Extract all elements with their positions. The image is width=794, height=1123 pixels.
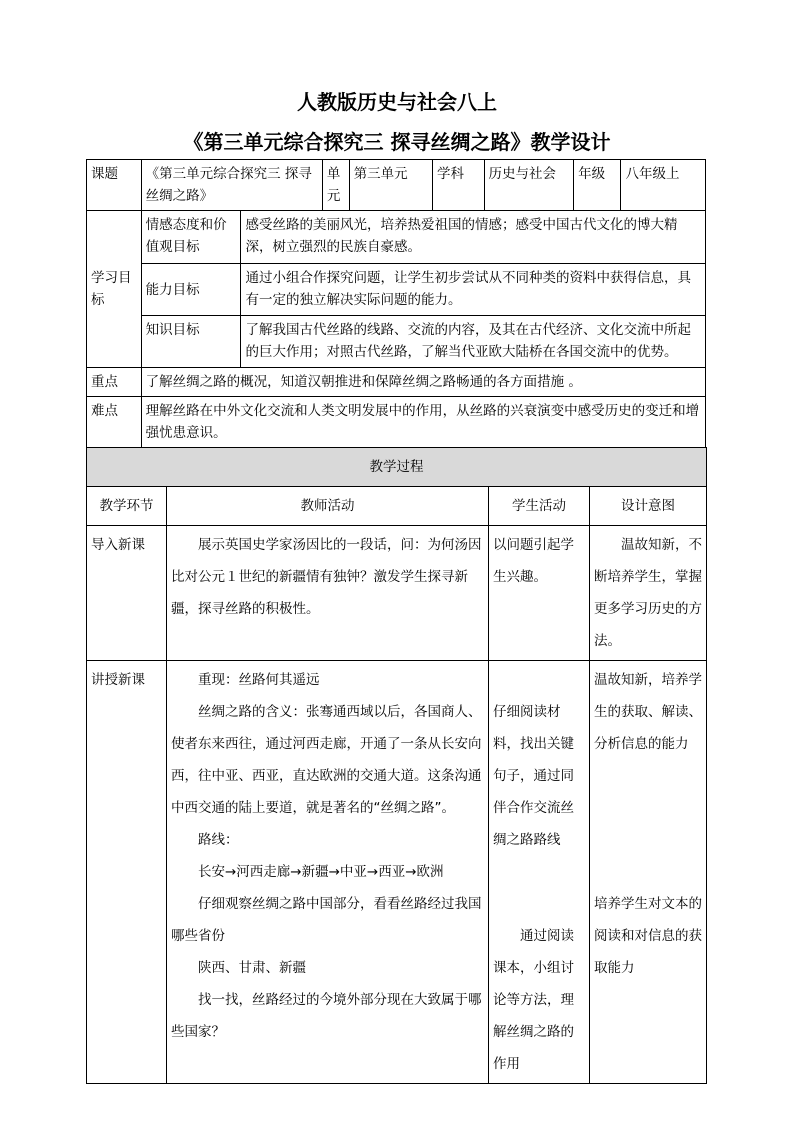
intro-teacher: 展示英国史学家汤因比的一段话，问：为何汤因比对公元１世纪的新疆情有独钟？激发学生探寻新疆，探寻丝路的积极性。 (167, 526, 489, 661)
process-header: 教学过程 (87, 448, 707, 487)
subject-label: 学科 (433, 160, 484, 211)
unit-value: 第三单元 (349, 160, 432, 211)
teacher-p5: 仔细观察丝绸之路中国部分，看看丝路经过我国哪些省份 (171, 896, 482, 944)
col-design: 设计意图 (590, 487, 707, 526)
intro-student: 以问题引起学生兴趣。 (489, 526, 590, 661)
design-intent-2: 培养学生对文本的阅读和对信息的获取能力 (594, 896, 702, 976)
new-design (590, 661, 707, 1084)
knowledge-goal-label: 知识目标 (141, 316, 241, 368)
student-activity-1: 仔细阅读材料，找出关键句子，通过同伴合作交流丝绸之路路线 (493, 704, 574, 848)
new-student (489, 661, 590, 1084)
knowledge-goal-text: 了解我国古代丝路的线路、交流的内容，及其在古代经济、文化交流中所起的巨大作用；对照古代丝路，了解当代亚欧大陆桥在各国交流中的优势。 (241, 316, 706, 368)
emotion-goal-text: 感受丝路的美丽风光，培养热爱祖国的情感；感受中国古代文化的博大精深，树立强烈的民族自豪感。 (241, 211, 706, 264)
difficulty-label: 难点 (87, 397, 142, 448)
ability-goal-label: 能力目标 (141, 264, 241, 316)
student-activity-2: 通过阅读课本，小组讨论等方法，理解丝绸之路的作用 (493, 928, 574, 1072)
lesson-info-table (86, 159, 706, 448)
new-stage: 讲授新课 (87, 661, 167, 1084)
grade-label: 年级 (574, 160, 621, 211)
goals-label: 学习目标 (87, 211, 142, 368)
teacher-p3: 路线： (198, 832, 239, 848)
emotion-goal-label: 情感态度和价值观目标 (141, 211, 241, 264)
teacher-p6: 陕西、甘肃、新疆 (198, 960, 306, 976)
col-teacher: 教师活动 (167, 487, 489, 526)
teacher-p2: 丝绸之路的含义：张骞通西域以后，各国商人、使者东来西往，通过河西走廊，开通了一条从长安向西，往中亚、西亚，直达欧洲的交通大道。这条沟通中西交通的陆上要道，就是著名的“丝绸之路”。 (171, 704, 482, 816)
document-subtitle: 《第三单元综合探究三 探寻丝绸之路》教学设计 (183, 130, 611, 154)
col-stage: 教学环节 (87, 487, 167, 526)
key-point-label: 重点 (87, 368, 142, 397)
new-teacher (167, 661, 489, 1084)
ability-goal-text: 通过小组合作探究问题，让学生初步尝试从不同种类的资料中获得信息，具有一定的独立解决实际问题的能力。 (241, 264, 706, 316)
teacher-p4: 长安→河西走廊→新疆→中亚→西亚→欧洲 (198, 864, 444, 880)
teacher-p1: 重现：丝路何其遥远 (198, 672, 320, 688)
subject-value: 历史与社会 (484, 160, 574, 211)
topic-value: 《第三单元综合探究三 探寻丝绸之路》 (141, 160, 322, 211)
document-title: 人教版历史与社会八上 (297, 90, 497, 114)
topic-label: 课题 (87, 160, 142, 211)
design-intent-1: 温故知新，培养学生的获取、解读、分析信息的能力 (594, 672, 702, 752)
unit-label: 单元 (322, 160, 349, 211)
grade-value: 八年级上 (621, 160, 706, 211)
difficulty-text: 理解丝路在中外文化交流和人类文明发展中的作用，从丝路的兴衰演变中感受历史的变迁和增强忧患意识。 (141, 397, 705, 448)
teacher-p7: 找一找，丝路经过的今境外部分现在大致属于哪些国家？ (171, 992, 482, 1040)
key-point-text: 了解丝绸之路的概况，知道汉朝推进和保障丝绸之路畅通的各方面措施 。 (141, 368, 705, 397)
col-student: 学生活动 (489, 487, 590, 526)
intro-design: 温故知新，不断培养学生，掌握更多学习历史的方法。 (590, 526, 707, 661)
intro-stage: 导入新课 (87, 526, 167, 661)
teaching-process-table (86, 447, 707, 1084)
